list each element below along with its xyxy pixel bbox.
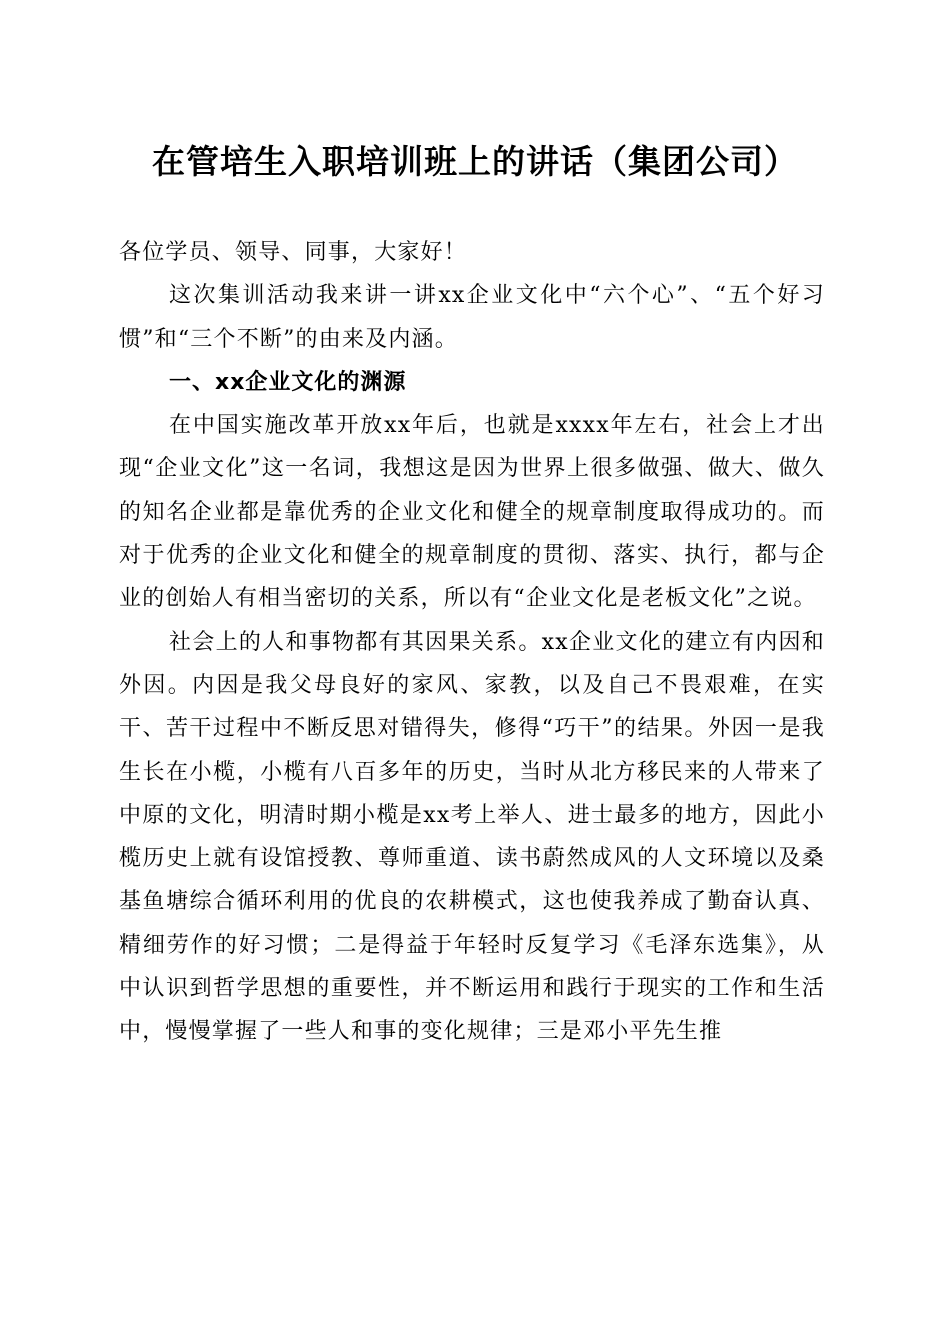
greeting-paragraph: 各位学员、领导、同事，大家好！ [119, 240, 468, 265]
section-heading: 一、xx企业文化的渊源 [169, 369, 407, 395]
document-body [119, 231, 825, 1054]
intro-paragraph: 这次集训活动我来讲一讲xx企业文化中“六个心”、“五个好习惯”和“三个不断”的由来及内涵。 [119, 283, 825, 352]
page-title: 在管培生入职培训班上的讲话（集团公司） [152, 142, 798, 181]
body-paragraph: 社会上的人和事物都有其因果关系。xx企业文化的建立有内因和外因。内因是我父母良好的家风、家教，以及自己不畏艰难，在实干、苦干过程中不断反思对错得失，修得“巧干”的结果。外因一是我生长在小榄，小榄有八百多年的历史，当时从北方移民来的人带来了中原的文化，明清时期小榄是xx考上举人、进士最多的地方，因此小榄历史上就有设馆授教、尊师重道、读书蔚然成风的人文环境以及桑基鱼塘综合循环利用的优良的农耕模式，这也使我养成了勤奋认真、精细劳作的好习惯；二是得益于年轻时反复学习《毛泽东选集》，从中认识到哲学思想的重要性，并不断运用和践行于现实的工作和生活中，慢慢掌握了一些人和事的变化规律；三是邓小平先生推 [119, 629, 825, 1045]
body-paragraph: 在中国实施改革开放xx年后，也就是xxxx年左右，社会上才出现“企业文化”这一名词，我想这是因为世界上很多做强、做大、做久的知名企业都是靠优秀的企业文化和健全的规章制度取得成功的。而对于优秀的企业文化和健全的规章制度的贯彻、落实、执行，都与企业的创始人有相当密切的关系，所以有“企业文化是老板文化”之说。 [119, 413, 825, 612]
